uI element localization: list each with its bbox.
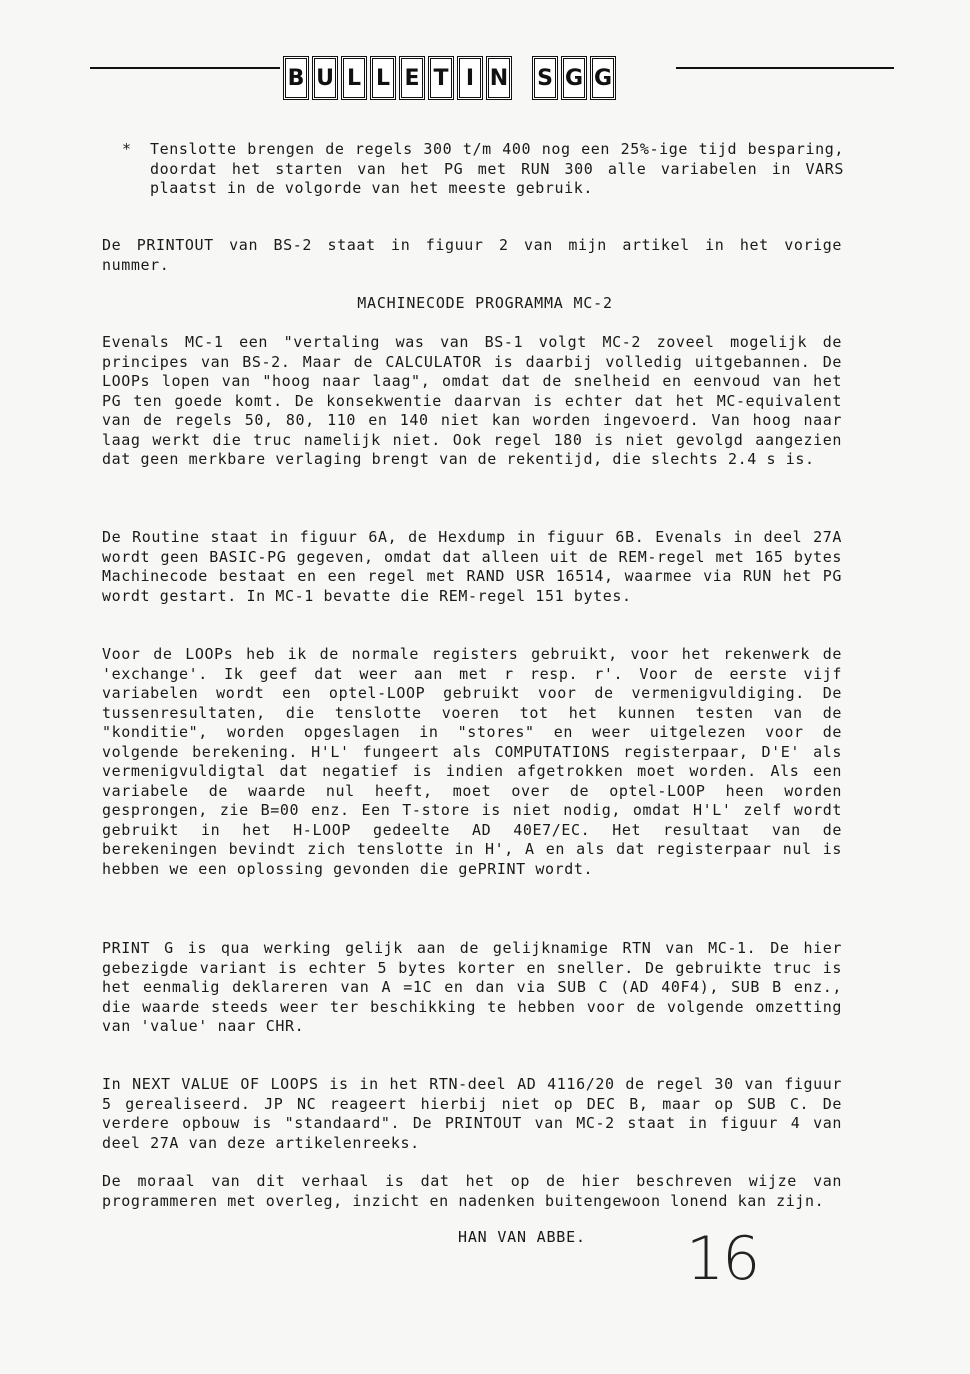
paragraph-routine: De Routine staat in figuur 6A, de Hexdump in figuur 6B. Evenals in deel 27A wordt geen BASIC-PG gegeven, omdat dat alleen uit de REM-regel met 165 bytes Machinecode bestaat en een regel met RAND USR 16514, waarmee via RUN het PG wordt gestart. In MC-1 bevatte die REM-regel 151 bytes. bbox=[102, 528, 842, 605]
masthead-letter: S bbox=[532, 56, 558, 100]
bullet-text: Tenslotte brengen de regels 300 t/m 400 nog een 25%-ige tijd besparing, doordat het starten van het PG met RUN 300 alle variabelen in VARS plaatst in de volgorde van het meeste gebruik. bbox=[150, 140, 844, 197]
bullet-marker: * bbox=[122, 140, 132, 158]
masthead-letter: B bbox=[283, 56, 309, 100]
paragraph-print-g: PRINT G is qua werking gelijk aan de gelijknamige RTN van MC-1. De hier gebezigde variant is echter 5 bytes korter en sneller. De gebruikte truc is het eenmalig deklareren van A =1C en dan via SUB C (AD 40F4), SUB B enz., die waarde steeds weer ter beschikking te hebben voor de volgende omzetting van 'value' naar CHR. bbox=[102, 939, 842, 1035]
masthead-letter: G bbox=[561, 56, 587, 100]
masthead-letter: G bbox=[590, 56, 616, 100]
header-rule-left bbox=[90, 67, 280, 69]
paragraph-loops: Voor de LOOPs heb ik de normale registers gebruikt, voor het rekenwerk de 'exchange'. Ik geef dat weer aan met r resp. r'. Voor de eerste vijf variabelen wordt een optel-LOOP gebruikt voor de vermenigvuldiging. De tussenresultaten, die tenslotte voeren tot het kunnen testen van de "konditie", worden opgeslagen in "stores" en weer uitgelezen voor de volgende berekening. H'L' fungeert als COMPUTATIONS registerpaar, D'E' als vermenigvuldigtal dat negatief is indien afgetrokken moet worden. Als een variabele de waarde nul heeft, moet over de optel-LOOP heen worden gesprongen, zie B=00 enz. Een T-store is niet nodig, omdat H'L' zelf wordt gebruikt in het H-LOOP gedeelte AD 40E7/EC. Het resultaat van de berekeningen bevindt zich tenslotte in H', A en als dat registerpaar nul is hebben we een oplossing gevonden die gePRINT wordt. bbox=[102, 645, 842, 878]
paragraph-next-value: In NEXT VALUE OF LOOPS is in het RTN-deel AD 4116/20 de regel 30 van figuur 5 gerealiseerd. JP NC reageert hierbij niet op DEC B, maar op SUB C. De verdere opbouw is "standaard". De PRINTOUT van MC-2 staat in figuur 4 van deel 27A van deze artikelenreeks. bbox=[102, 1075, 842, 1152]
page-number: 16 bbox=[686, 1224, 759, 1294]
paragraph-intro: Evenals MC-1 een "vertaling was van BS-1 volgt MC-2 zoveel mogelijk de principes van BS-2. Maar de CALCULATOR is daarbij volledig uitgebannen. De LOOPs lopen van "hoog naar laag", omdat dat de snelheid en eenvoud van het PG ten goede komt. De konsekwentie daarvan is echter dat het MC-equivalent van de regels 50, 80, 110 en 140 niet kan worden ingevoerd. Van hoog naar laag werkt die truc namelijk niet. Ook regel 180 is niet gevolgd aangezien dat geen merkbare verlaging brengt van de rekentijd, die slechts 2.4 s is. bbox=[102, 333, 842, 468]
masthead-letter: U bbox=[312, 56, 338, 100]
masthead-logo bbox=[283, 50, 616, 106]
paragraph-conclusion: De moraal van dit verhaal is dat het op de hier beschreven wijze van programmeren met overleg, inzicht en nadenken buitengewoon lonend kan zijn. bbox=[102, 1172, 842, 1210]
masthead-letter: N bbox=[486, 56, 512, 100]
paragraph-printout-ref: De PRINTOUT van BS-2 staat in figuur 2 van mijn artikel in het vorige nummer. bbox=[102, 236, 842, 274]
masthead-letter: I bbox=[457, 56, 483, 100]
masthead-letter: E bbox=[399, 56, 425, 100]
masthead-letter: L bbox=[370, 56, 396, 100]
header-rule-right bbox=[676, 67, 894, 69]
author-signature: HAN VAN ABBE. bbox=[458, 1228, 586, 1246]
masthead-letter: L bbox=[341, 56, 367, 100]
masthead-letter: T bbox=[428, 56, 454, 100]
section-heading: MACHINECODE PROGRAMMA MC-2 bbox=[357, 294, 613, 312]
